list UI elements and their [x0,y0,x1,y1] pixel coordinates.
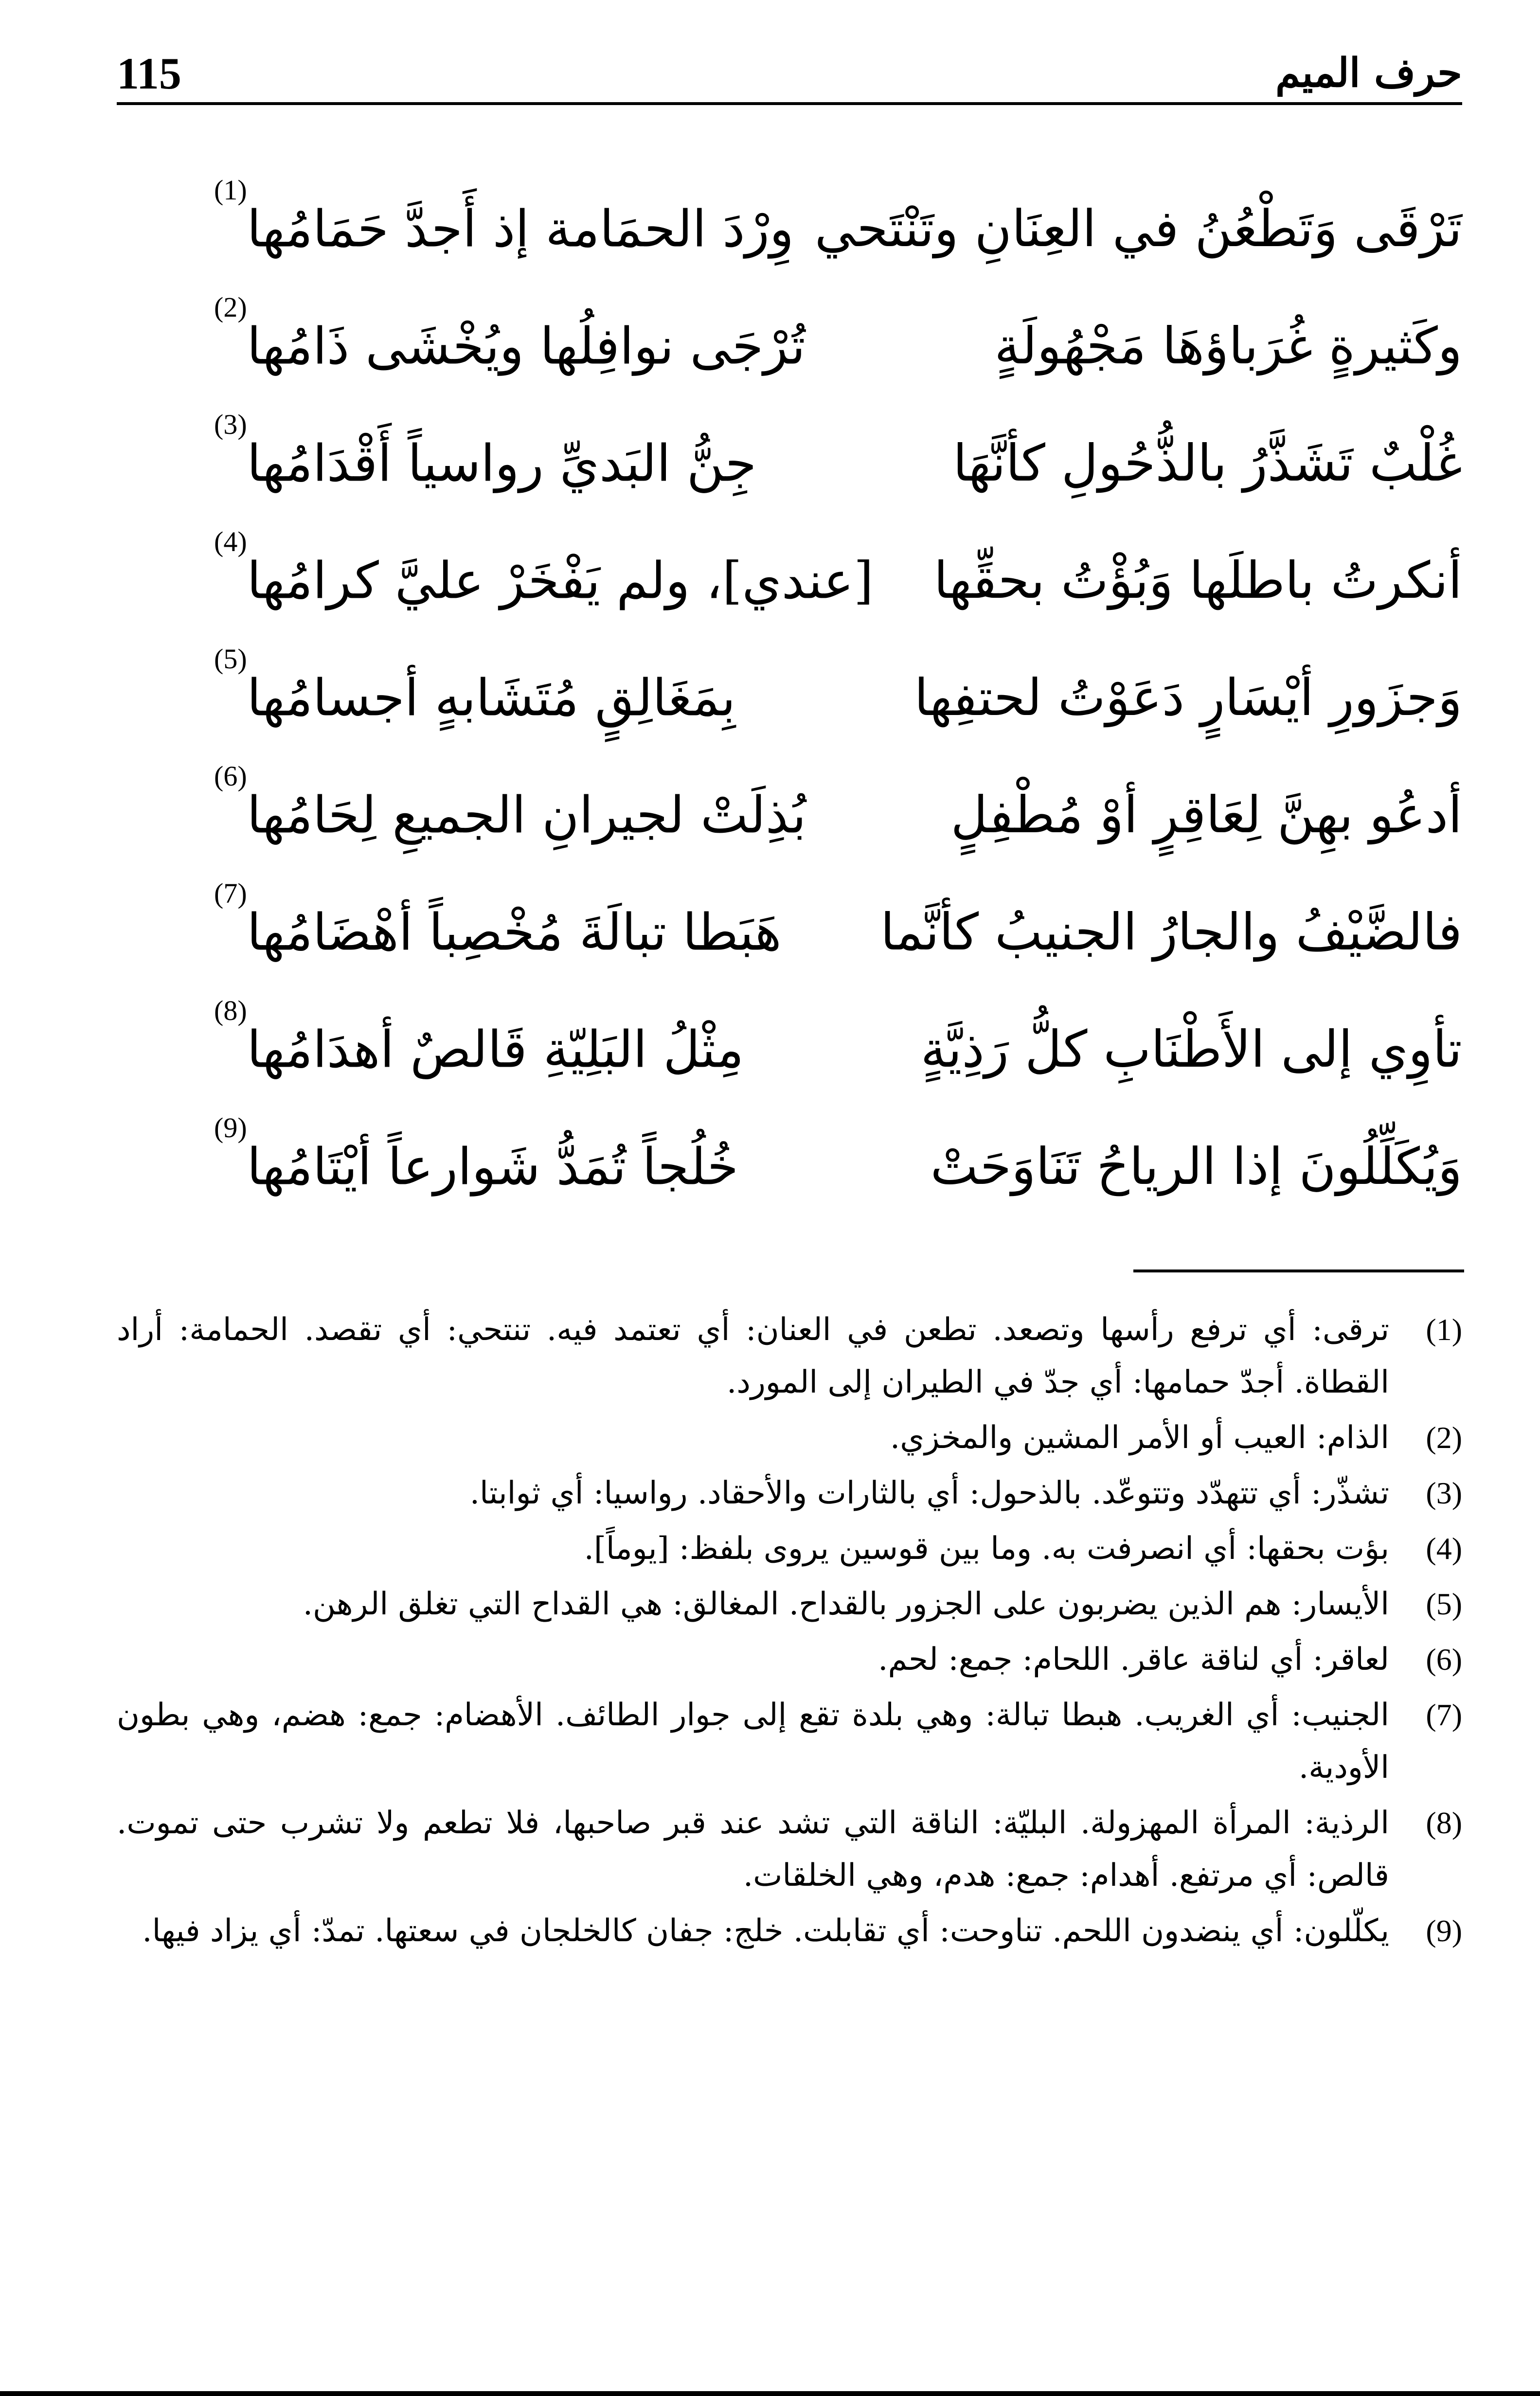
footnote-text: الرذية: المرأة المهزولة. البليّة: الناقة التي تشد عند قبر صاحبها، فلا تطعم ولا تشرب حتى تموت. قالص: أي مرتفع. أهدام: جمع: هدم، وهي الخلقات. [117,1805,1389,1894]
footnote [117,1689,1462,1794]
footnote-text: ترقى: أي ترفع رأسها وتصعد. تطعن في العنان: أي تعتمد فيه. تنتحي: أي تقصد. الحمامة: أراد القطاة. أجدّ حمامها: أي جدّ في الطيران إلى المورد. [117,1312,1390,1400]
footnote [117,1797,1462,1902]
hemistich-text: هَبَطا تبالَةَ مُخْصِباً أهْضَامُها [247,902,782,962]
hemistich-text: خُلُجاً تُمَدُّ شَوارعاً أيْتَامُها [247,1137,738,1197]
footnote [117,1905,1462,1957]
footnote-ref: (1) [214,174,247,206]
footnote-number: (7) [1426,1698,1462,1732]
verse-first-hemistich: وكَثيرةٍ غُرَباؤهَا مَجْهُولَةٍ [994,316,1462,376]
verse-first-hemistich: وَجزَورِ أيْسَارٍ دَعَوْتُ لحتفِها [914,668,1462,728]
verse-line [214,131,1462,259]
footnote [117,1412,1462,1464]
footnote [117,1467,1462,1520]
footnote-ref: (8) [214,995,247,1026]
footnote-text: يكلّلون: أي ينضدون اللحم. تناوحت: أي تقابلت. خلج: جفان كالخلجان في سعتها. تمدّ: أي يزاد فيها. [142,1913,1389,1949]
hemistich-text: جِنُّ البَديِّ رواسياً أَقْدَامُها [247,433,757,493]
chapter-title: حرف الميم [1275,50,1462,96]
footnote-ref: (5) [214,643,247,675]
footnote-text: الجنيب: أي الغريب. هبطا تبالة: وهي بلدة تقع إلى جوار الطائف. الأهضام: جمع: هضم، وهي بطون الأودية. [117,1697,1389,1786]
footnote-ref: (2) [214,291,247,323]
footnote-ref: (6) [214,760,247,792]
footnote-ref: (4) [214,526,247,557]
verse-first-hemistich: وَيُكَلِّلُونَ إذا الرياحُ تَنَاوَحَتْ [930,1137,1462,1197]
footnote-number: (9) [1426,1913,1462,1948]
footnote [117,1578,1462,1630]
footnote [117,1522,1462,1575]
footnote-text: الأيسار: هم الذين يضربون على الجزور بالقداح. المغالق: هي القداح التي تغلق الرهن. [303,1586,1389,1622]
hemistich-text: [عندي]، ولم يَفْخَرْ عليَّ كرامُها [247,551,874,610]
footnote-text: الذام: العيب أو الأمر المشين والمخزي. [890,1420,1389,1456]
footnote-number: (2) [1426,1420,1462,1455]
verse-first-hemistich: تَرْقَى وَتَطْعُنُ في العِنَانِ وتَنْتَحي [814,199,1462,259]
scan-edge [0,2391,1540,2396]
verse-first-hemistich: أنكرتُ باطلَها وَبُؤْتُ بحقِّها [933,551,1462,610]
footnote-number: (5) [1426,1587,1462,1621]
poem [214,131,1462,1197]
verse-first-hemistich: تأوِي إلى الأَطْنَابِ كلُّ رَذِيَّةٍ [920,1019,1462,1079]
footnote-number: (4) [1426,1531,1462,1566]
footnote-ref: (3) [214,409,247,440]
verse-first-hemistich: فالضَّيْفُ والجارُ الجنيبُ كأنَّما [880,902,1462,962]
hemistich-text: بُذِلَتْ لجيرانِ الجميعِ لِحَامُها [247,785,806,845]
footnote-text: لعاقر: أي لناقة عاقر. اللحام: جمع: لحم. [878,1642,1389,1678]
footnote [117,1304,1462,1409]
footnote [117,1633,1462,1686]
footnotes [117,1304,1462,1960]
hemistich-text: مِثْلُ البَلِيّةِ قَالصٌ أهدَامُها [247,1019,744,1079]
hemistich-text: بِمَغَالِقٍ مُتَشَابهٍ أجسامُها [247,668,736,728]
verse-second-hemistich [214,1069,738,1225]
footnote-text: بؤت بحقها: أي انصرفت به. وما بين قوسين يروى بلفظ: [يوماً]. [584,1531,1389,1567]
footnote-number: (1) [1426,1312,1462,1347]
running-header [117,29,1462,105]
verse-first-hemistich: غُلْبٌ تَشَذَّرُ بالذُّحُولِ كأنَّهَا [953,433,1462,493]
footnote-separator [1133,1270,1464,1272]
footnote-number: (6) [1426,1642,1462,1677]
footnote-ref: (9) [214,1112,247,1144]
hemistich-text: وِرْدَ الحمَامة إذ أَجدَّ حَمَامُها [247,199,794,259]
verse-first-hemistich: أدعُو بهِنَّ لِعَاقِرٍ أوْ مُطْفِلٍ [950,785,1462,845]
footnote-ref: (7) [214,877,247,909]
footnote-text: تشذّر: أي تتهدّد وتتوعّد. بالذحول: أي بالثارات والأحقاد. رواسيا: أي ثوابتا. [469,1475,1389,1511]
footnote-number: (8) [1426,1806,1462,1840]
footnote-number: (3) [1426,1476,1462,1510]
hemistich-text: تُرْجَى نوافِلُها ويُخْشَى ذَامُها [247,316,806,376]
page-number: 115 [117,49,181,98]
